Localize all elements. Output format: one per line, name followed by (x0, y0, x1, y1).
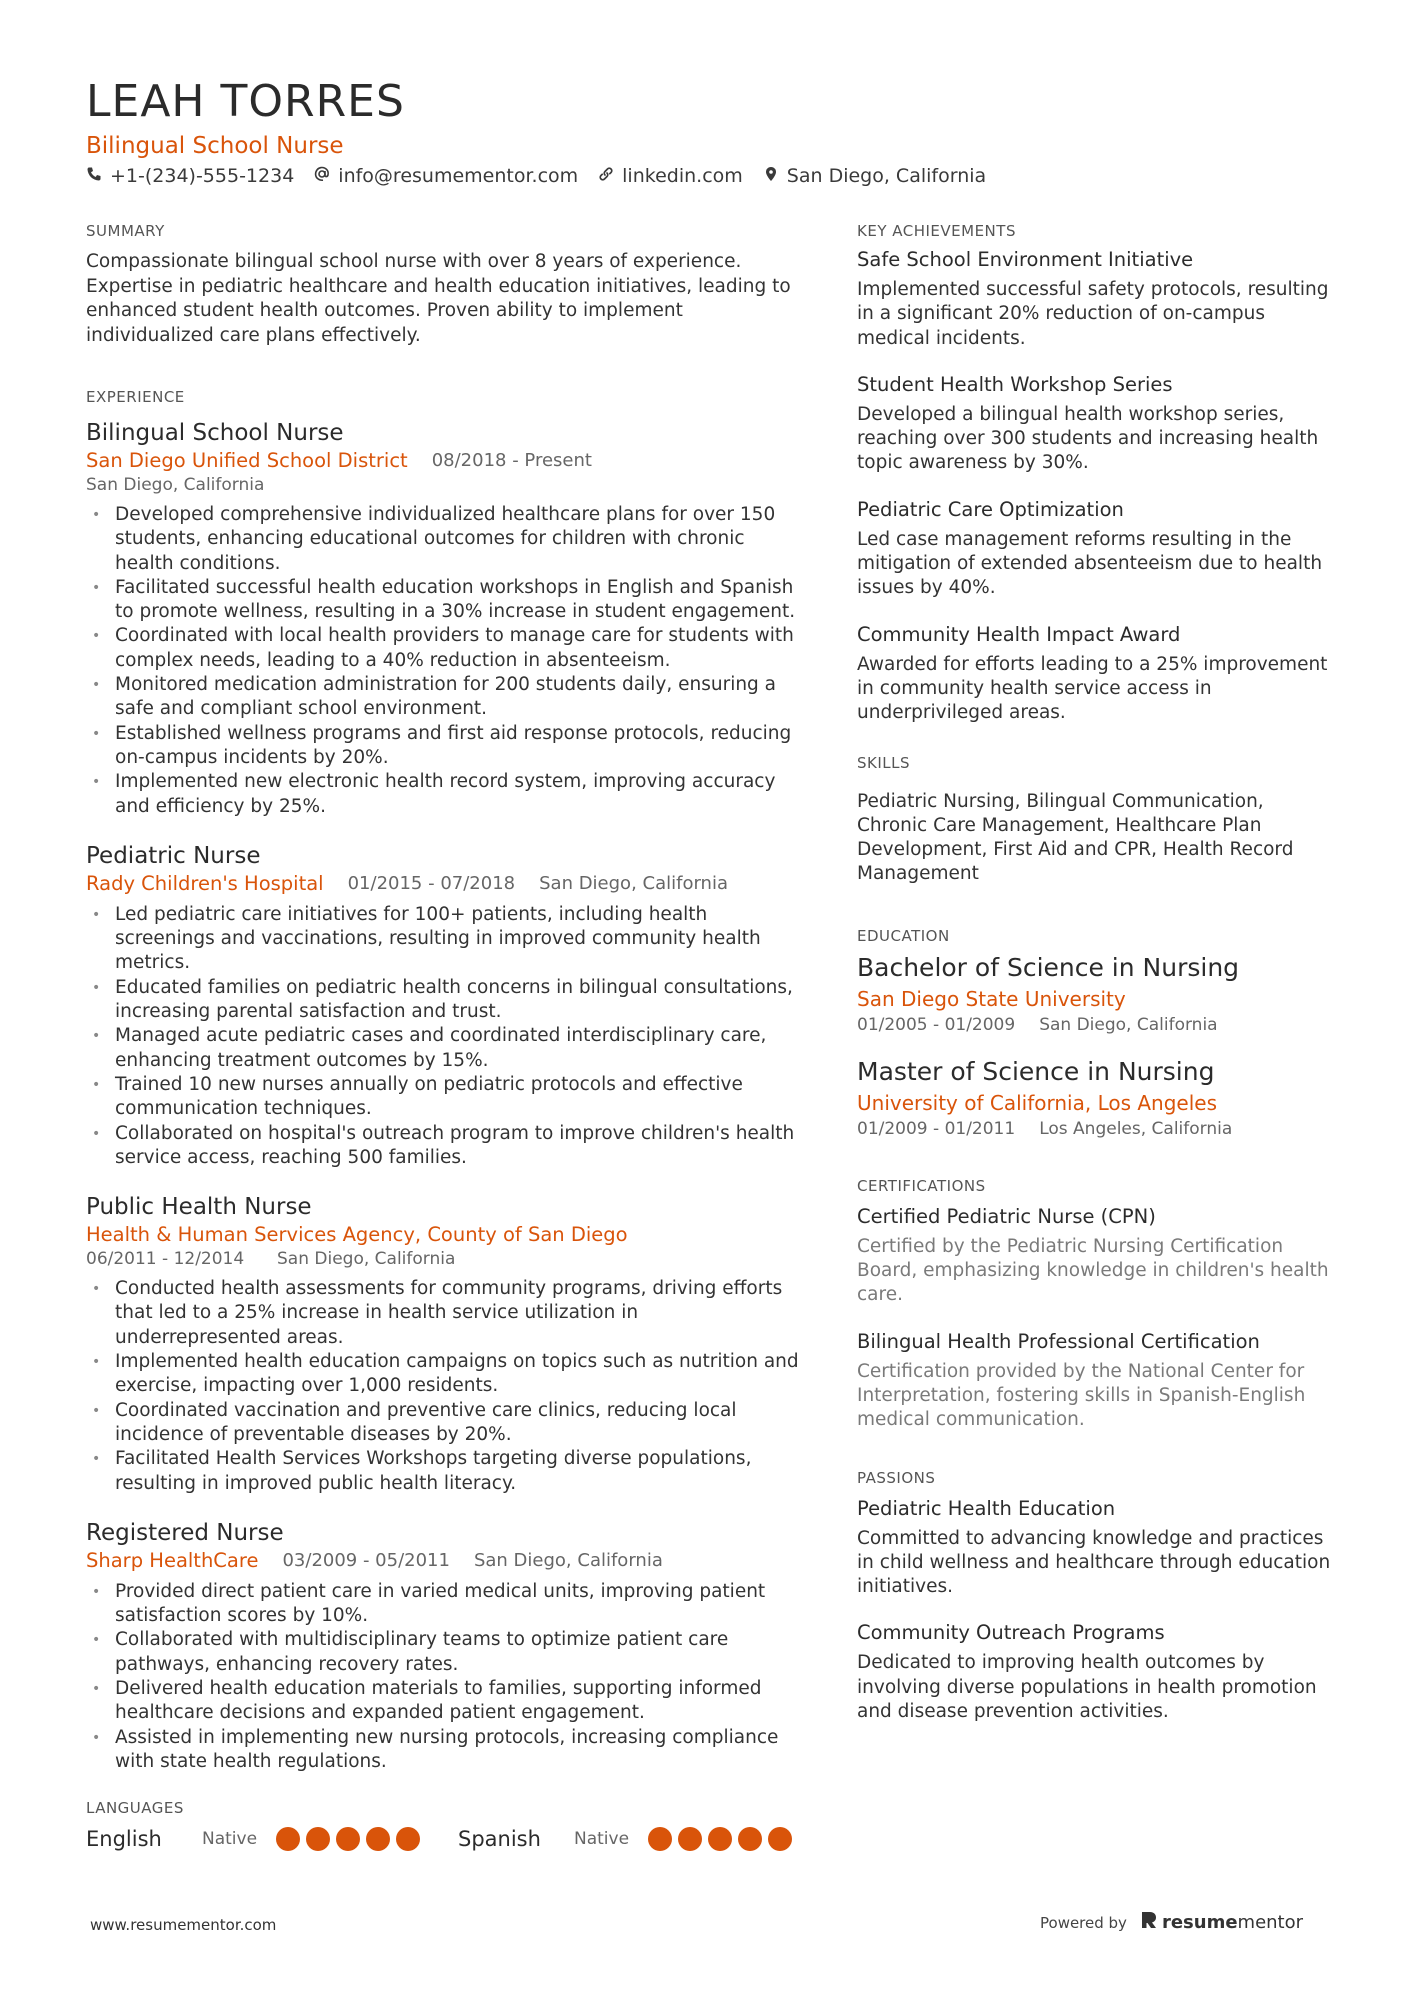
contact-email-text: info@resumementor.com (338, 165, 579, 187)
education-degree: Master of Science in Nursing (857, 1056, 1215, 1086)
certifications-heading: CERTIFICATIONS (857, 1176, 986, 1195)
link-icon (598, 165, 614, 187)
certifications-section (857, 1177, 1335, 1433)
rating-dot (738, 1827, 762, 1851)
left-column (86, 222, 801, 1796)
footer-website[interactable]: www.resumementor.com (90, 1916, 277, 1934)
rating-dot (366, 1827, 390, 1851)
contact-phone[interactable] (86, 165, 294, 187)
job-bullet: • Led pediatric care initiatives for 100+ patients, including health screenings and vaccinations, resulting in improved community health metrics. (86, 903, 801, 976)
skills-text: Pediatric Nursing, Bilingual Communication, Chronic Care Management, Healthcare Plan Development, First Aid and CPR, Health Record Management (857, 790, 1294, 885)
job-bullet: • Collaborated on hospital's outreach program to improve children's health service access, reaching 500 families. (86, 1122, 801, 1171)
skills-section (857, 754, 1335, 887)
job-bullets (86, 1277, 801, 1496)
candidate-role: Bilingual School Nurse (86, 133, 344, 159)
achievement-item (857, 621, 1335, 726)
job-bullet: • Developed comprehensive individualized healthcare plans for over 150 students, enhancing educational outcomes for children with chronic health conditions. (86, 503, 801, 576)
passion-title: Pediatric Health Education (857, 1496, 1116, 1520)
contact-phone-text: +1-(234)-555-1234 (110, 165, 295, 187)
language-name: Spanish (458, 1827, 541, 1851)
job-location: San Diego, California (277, 1249, 456, 1270)
resumementor-logo[interactable] (1141, 1911, 1303, 1934)
job-bullets (86, 903, 801, 1170)
certification-desc: Certification provided by the National Center for Interpretation, fostering skills in Spanish-English medical communication. (857, 1360, 1306, 1431)
contact-email[interactable] (314, 165, 578, 187)
job-meta-line (86, 1248, 801, 1271)
certification-item (857, 1203, 1335, 1308)
rating-dot (336, 1827, 360, 1851)
certification-desc: Certified by the Pediatric Nursing Certification Board, emphasizing knowledge in children's health care. (857, 1235, 1329, 1306)
job-dates: 01/2015 - 07/2018 (347, 872, 516, 894)
education-section (857, 927, 1335, 1141)
achievement-item (857, 246, 1335, 351)
language-level: Native (202, 1829, 258, 1849)
job-bullet: • Facilitated Health Services Workshops targeting diverse populations, resulting in improved public health literacy. (86, 1447, 801, 1496)
job-organization: Health & Human Services Agency, County of San Diego (86, 1223, 628, 1247)
education-item (857, 1055, 1335, 1141)
language-item (458, 1827, 792, 1851)
rating-dot (648, 1827, 672, 1851)
achievement-item (857, 371, 1335, 476)
education-dates: 01/2005 - 01/2009 (857, 1014, 1016, 1035)
language-name: English (86, 1827, 162, 1851)
education-location: Los Angeles, California (1039, 1118, 1233, 1139)
job-dates: 03/2009 - 05/2011 (282, 1549, 450, 1571)
education-item (857, 951, 1335, 1037)
job-entry (86, 1518, 801, 1774)
passion-desc: Dedicated to improving health outcomes by involving diverse populations in health promotion and disease prevention activities. (857, 1652, 1317, 1723)
language-item (86, 1827, 420, 1851)
job-bullet: • Implemented new electronic health record system, improving accuracy and efficiency by 25%. (86, 770, 801, 819)
contact-linkedin-text: linkedin.com (622, 165, 743, 187)
contact-bar (86, 165, 986, 187)
experience-section (86, 388, 801, 1774)
job-bullets (86, 503, 801, 819)
passions-heading: PASSIONS (857, 1468, 936, 1487)
job-bullet: • Provided direct patient care in varied medical units, improving patient satisfaction scores by 10%. (86, 1580, 801, 1629)
job-organization: San Diego Unified School District (86, 449, 408, 472)
footer-branding (1040, 1911, 1303, 1934)
job-bullet: • Trained 10 new nurses annually on pediatric protocols and effective communication techniques. (86, 1073, 801, 1122)
certification-title: Certified Pediatric Nurse (CPN) (857, 1204, 1156, 1228)
job-entry (86, 418, 801, 819)
job-bullet: • Educated families on pediatric health concerns in bilingual consultations, increasing parental satisfaction and trust. (86, 976, 801, 1025)
email-icon (314, 165, 330, 187)
rating-dot (768, 1827, 792, 1851)
job-bullet: • Coordinated with local health providers to manage care for students with complex needs, leading to a 40% reduction in absenteeism. (86, 624, 801, 673)
rating-dot (276, 1827, 300, 1851)
achievements-section (857, 222, 1335, 726)
language-rating (276, 1827, 420, 1851)
job-bullets (86, 1580, 801, 1774)
job-bullet: • Coordinated vaccination and preventive care clinics, reducing local incidence of preventable diseases by 20%. (86, 1399, 801, 1448)
achievement-title: Community Health Impact Award (857, 622, 1181, 646)
education-meta (857, 1013, 1335, 1037)
job-title: Pediatric Nurse (86, 842, 261, 869)
achievement-title: Safe School Environment Initiative (857, 248, 1194, 271)
job-location: San Diego, California (86, 475, 265, 495)
job-bullet: • Implemented health education campaigns on topics such as nutrition and exercise, impacting over 1,000 residents. (86, 1350, 801, 1399)
brand-text-light: mentor (1237, 1912, 1304, 1933)
languages-heading: LANGUAGES (86, 1799, 184, 1817)
achievements-heading: KEY ACHIEVEMENTS (857, 222, 1016, 240)
job-meta (86, 1548, 801, 1574)
education-meta (857, 1117, 1335, 1141)
job-bullet: • Facilitated successful health education workshops in English and Spanish to promote wellness, resulting in a 30% increase in student engagement. (86, 576, 801, 625)
candidate-name: LEAH TORRES (86, 76, 405, 127)
achievement-desc: Awarded for efforts leading to a 25% improvement in community health service access in underprivileged areas. (857, 653, 1328, 724)
certification-title: Bilingual Health Professional Certification (857, 1329, 1260, 1353)
contact-location-text: San Diego, California (786, 165, 987, 187)
achievement-title: Pediatric Care Optimization (857, 497, 1124, 521)
languages-row (86, 1827, 806, 1851)
language-rating (648, 1827, 792, 1851)
experience-heading: EXPERIENCE (86, 388, 185, 406)
achievement-desc: Developed a bilingual health workshop series, reaching over 300 students and increasing health topic awareness by 30%. (857, 403, 1319, 474)
brand-text-bold: resume (1161, 1912, 1238, 1933)
job-dates: 06/2011 - 12/2014 (86, 1249, 245, 1270)
job-bullet: • Managed acute pediatric cases and coordinated interdisciplinary care, enhancing treatment outcomes by 15%. (86, 1024, 801, 1073)
contact-linkedin[interactable] (598, 165, 743, 187)
education-location: San Diego, California (1039, 1014, 1218, 1035)
job-title: Public Health Nurse (86, 1194, 312, 1221)
phone-icon (86, 165, 102, 187)
location-icon (763, 165, 779, 187)
job-title: Registered Nurse (86, 1519, 284, 1546)
contact-location (763, 165, 986, 187)
passion-item (857, 1495, 1335, 1600)
job-organization: Sharp HealthCare (86, 1548, 259, 1572)
education-dates: 01/2009 - 01/2011 (857, 1118, 1016, 1139)
rating-dot (306, 1827, 330, 1851)
education-degree: Bachelor of Science in Nursing (857, 952, 1240, 982)
job-meta (86, 448, 801, 474)
passions-section (857, 1469, 1335, 1725)
job-bullet: • Conducted health assessments for community programs, driving efforts that led to a 25% increase in health service utilization in underrepresented areas. (86, 1277, 801, 1350)
summary-heading: SUMMARY (86, 222, 165, 240)
right-column (857, 222, 1335, 1744)
job-bullet: • Collaborated with multidisciplinary teams to optimize patient care pathways, enhancing recovery rates. (86, 1628, 801, 1677)
education-school: University of California, Los Angeles (857, 1090, 1218, 1115)
job-bullet: • Monitored medication administration for 200 students daily, ensuring a safe and compliant school environment. (86, 673, 801, 722)
summary-text: Compassionate bilingual school nurse with over 8 years of experience. Expertise in pediatric healthcare and health education initiatives, leading to enhanced student health outcomes. Proven ability to implement individualized care plans effectively. (86, 251, 791, 346)
powered-by-label: Powered by (1040, 1913, 1127, 1932)
job-entry (86, 1192, 801, 1496)
achievement-item (857, 496, 1335, 601)
job-dates: 08/2018 - Present (431, 450, 592, 471)
job-meta (86, 871, 801, 897)
summary-section (86, 222, 801, 348)
education-school: San Diego State University (857, 986, 1126, 1011)
language-level: Native (574, 1829, 630, 1849)
certification-item (857, 1328, 1335, 1433)
education-heading: EDUCATION (857, 926, 950, 945)
passion-desc: Committed to advancing knowledge and practices in child wellness and healthcare through education initiatives. (857, 1527, 1331, 1598)
job-title: Bilingual School Nurse (86, 420, 344, 446)
passion-title: Community Outreach Programs (857, 1621, 1165, 1645)
rating-dot (708, 1827, 732, 1851)
job-organization: Rady Children's Hospital (86, 871, 324, 895)
job-bullet: • Established wellness programs and first aid response protocols, reducing on-campus incidents by 20%. (86, 722, 801, 771)
job-location: San Diego, California (473, 1549, 663, 1571)
achievement-desc: Implemented successful safety protocols, resulting in a significant 20% reduction of on-campus medical incidents. (857, 279, 1329, 349)
job-entry (86, 841, 801, 1170)
languages-section (86, 1799, 806, 1851)
brand-mark-icon (1141, 1911, 1157, 1934)
rating-dot (678, 1827, 702, 1851)
rating-dot (396, 1827, 420, 1851)
achievement-title: Student Health Workshop Series (857, 372, 1173, 396)
job-location: San Diego, California (539, 872, 728, 894)
job-bullet: • Delivered health education materials to families, supporting informed healthcare decisions and expanded patient engagement. (86, 1677, 801, 1726)
passion-item (857, 1619, 1335, 1724)
job-meta (86, 1222, 801, 1248)
achievement-desc: Led case management reforms resulting in the mitigation of extended absenteeism due to health issues by 40%. (857, 528, 1323, 599)
job-bullet: • Assisted in implementing new nursing protocols, increasing compliance with state health regulations. (86, 1726, 801, 1775)
skills-heading: SKILLS (857, 753, 911, 772)
